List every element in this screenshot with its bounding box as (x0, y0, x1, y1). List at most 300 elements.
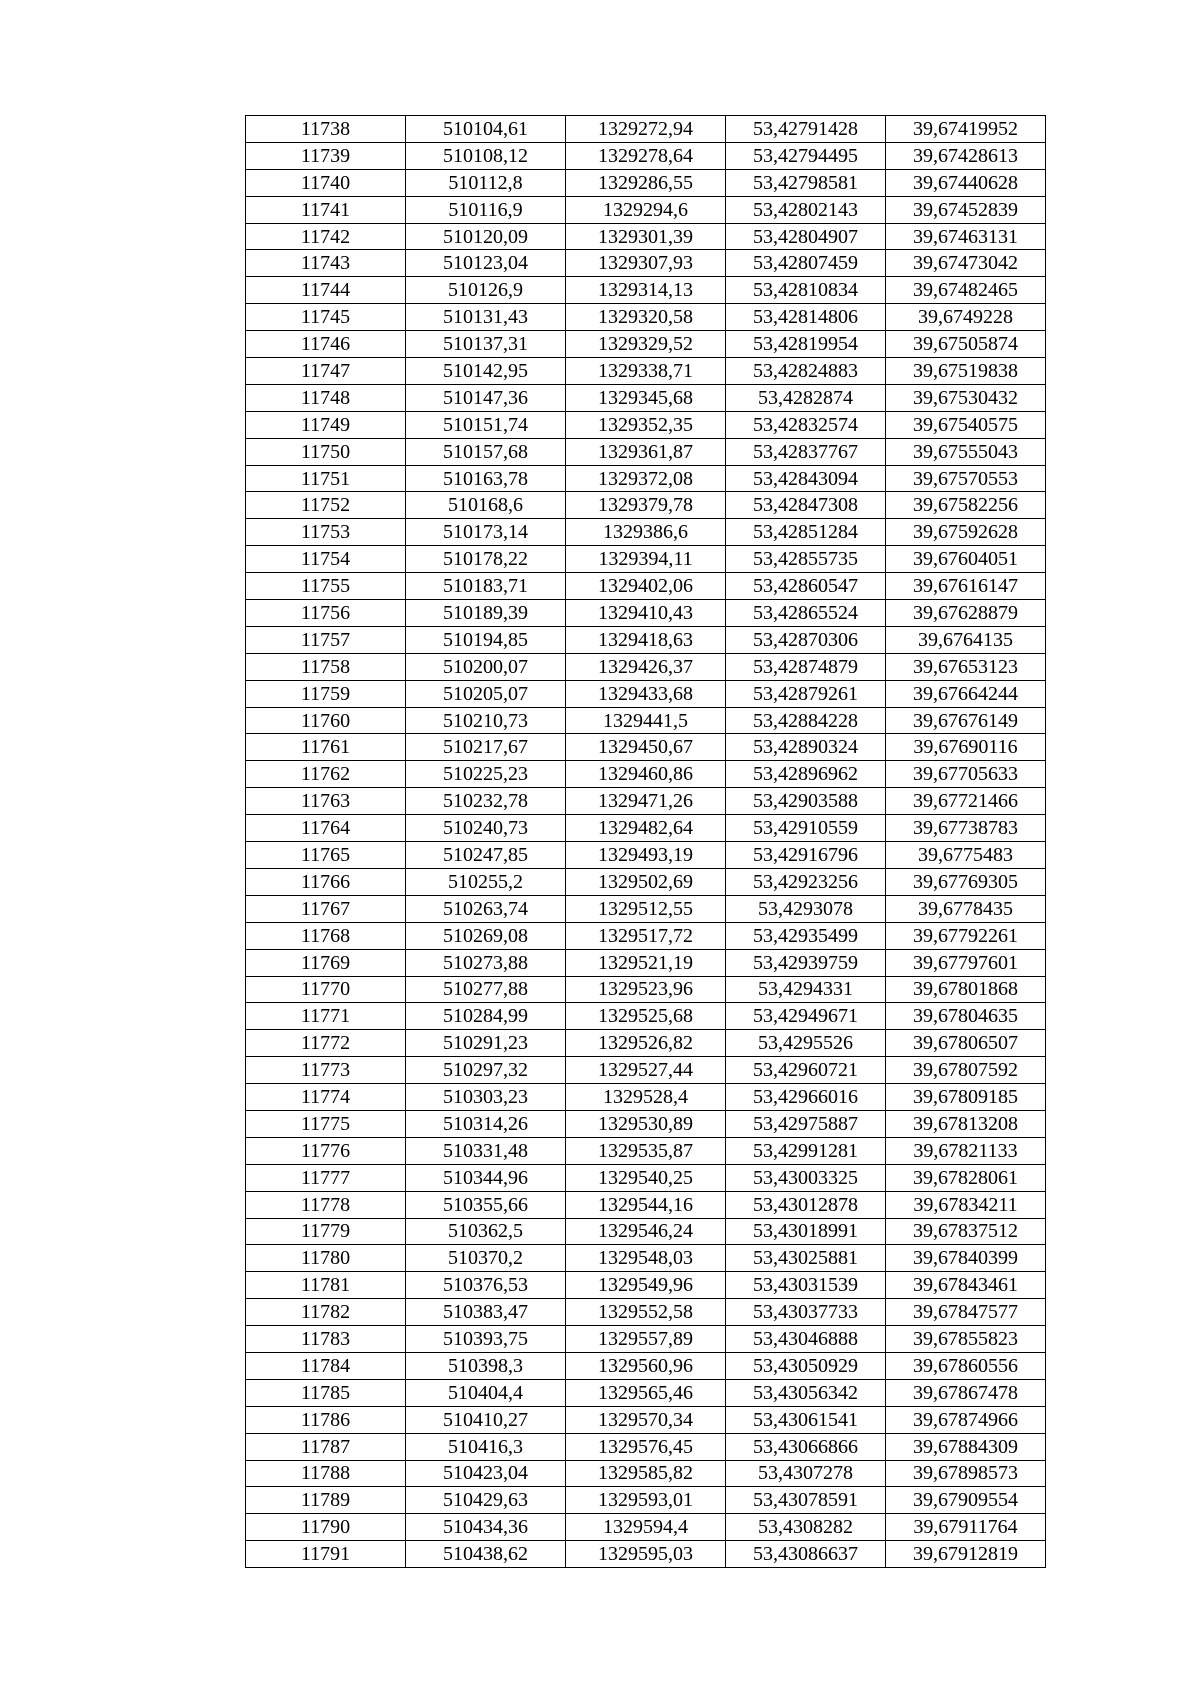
x-coordinate-cell: 510157,68 (406, 438, 566, 465)
table-row (246, 1406, 1046, 1433)
table-row (246, 761, 1046, 788)
table-row (246, 304, 1046, 331)
longitude-cell: 39,67555043 (886, 438, 1046, 465)
table-row (246, 331, 1046, 358)
longitude-cell: 39,67874966 (886, 1406, 1046, 1433)
x-coordinate-cell: 510362,5 (406, 1218, 566, 1245)
y-coordinate-cell: 1329526,82 (566, 1030, 726, 1057)
latitude-cell: 53,42860547 (726, 573, 886, 600)
latitude-cell: 53,42884228 (726, 707, 886, 734)
point-number-cell: 11760 (246, 707, 406, 734)
point-number-cell: 11787 (246, 1433, 406, 1460)
y-coordinate-cell: 1329272,94 (566, 116, 726, 143)
latitude-cell: 53,42807459 (726, 250, 886, 277)
latitude-cell: 53,4282874 (726, 384, 886, 411)
longitude-cell: 39,6775483 (886, 842, 1046, 869)
longitude-cell: 39,67828061 (886, 1164, 1046, 1191)
longitude-cell: 39,67473042 (886, 250, 1046, 277)
point-number-cell: 11784 (246, 1352, 406, 1379)
longitude-cell: 39,67592628 (886, 519, 1046, 546)
latitude-cell: 53,42879261 (726, 680, 886, 707)
latitude-cell: 53,42865524 (726, 600, 886, 627)
y-coordinate-cell: 1329530,89 (566, 1110, 726, 1137)
point-number-cell: 11789 (246, 1487, 406, 1514)
point-number-cell: 11753 (246, 519, 406, 546)
latitude-cell: 53,43066866 (726, 1433, 886, 1460)
y-coordinate-cell: 1329471,26 (566, 788, 726, 815)
longitude-cell: 39,67792261 (886, 922, 1046, 949)
table-row (246, 1326, 1046, 1353)
y-coordinate-cell: 1329307,93 (566, 250, 726, 277)
y-coordinate-cell: 1329482,64 (566, 815, 726, 842)
latitude-cell: 53,42870306 (726, 626, 886, 653)
x-coordinate-cell: 510168,6 (406, 492, 566, 519)
point-number-cell: 11781 (246, 1272, 406, 1299)
point-number-cell: 11786 (246, 1406, 406, 1433)
latitude-cell: 53,43018991 (726, 1218, 886, 1245)
longitude-cell: 39,67860556 (886, 1352, 1046, 1379)
table-row (246, 1218, 1046, 1245)
point-number-cell: 11742 (246, 223, 406, 250)
table-row (246, 1110, 1046, 1137)
x-coordinate-cell: 510291,23 (406, 1030, 566, 1057)
point-number-cell: 11774 (246, 1084, 406, 1111)
longitude-cell: 39,6778435 (886, 895, 1046, 922)
table-row (246, 519, 1046, 546)
y-coordinate-cell: 1329418,63 (566, 626, 726, 653)
table-row (246, 1514, 1046, 1541)
y-coordinate-cell: 1329379,78 (566, 492, 726, 519)
point-number-cell: 11761 (246, 734, 406, 761)
table-row (246, 842, 1046, 869)
x-coordinate-cell: 510232,78 (406, 788, 566, 815)
longitude-cell: 39,67847577 (886, 1299, 1046, 1326)
point-number-cell: 11752 (246, 492, 406, 519)
x-coordinate-cell: 510434,36 (406, 1514, 566, 1541)
x-coordinate-cell: 510217,67 (406, 734, 566, 761)
point-number-cell: 11782 (246, 1299, 406, 1326)
point-number-cell: 11749 (246, 411, 406, 438)
latitude-cell: 53,43031539 (726, 1272, 886, 1299)
x-coordinate-cell: 510398,3 (406, 1352, 566, 1379)
x-coordinate-cell: 510205,07 (406, 680, 566, 707)
table-row (246, 868, 1046, 895)
y-coordinate-cell: 1329450,67 (566, 734, 726, 761)
y-coordinate-cell: 1329523,96 (566, 976, 726, 1003)
longitude-cell: 39,67867478 (886, 1379, 1046, 1406)
latitude-cell: 53,42966016 (726, 1084, 886, 1111)
table-row (246, 1541, 1046, 1568)
x-coordinate-cell: 510151,74 (406, 411, 566, 438)
point-number-cell: 11778 (246, 1191, 406, 1218)
x-coordinate-cell: 510240,73 (406, 815, 566, 842)
latitude-cell: 53,42975887 (726, 1110, 886, 1137)
latitude-cell: 53,42939759 (726, 949, 886, 976)
y-coordinate-cell: 1329502,69 (566, 868, 726, 895)
longitude-cell: 39,67911764 (886, 1514, 1046, 1541)
y-coordinate-cell: 1329595,03 (566, 1541, 726, 1568)
point-number-cell: 11779 (246, 1218, 406, 1245)
longitude-cell: 39,67530432 (886, 384, 1046, 411)
x-coordinate-cell: 510416,3 (406, 1433, 566, 1460)
point-number-cell: 11764 (246, 815, 406, 842)
table-row (246, 788, 1046, 815)
table-row (246, 949, 1046, 976)
point-number-cell: 11780 (246, 1245, 406, 1272)
table-row (246, 976, 1046, 1003)
y-coordinate-cell: 1329512,55 (566, 895, 726, 922)
x-coordinate-cell: 510269,08 (406, 922, 566, 949)
latitude-cell: 53,42910559 (726, 815, 886, 842)
latitude-cell: 53,42798581 (726, 169, 886, 196)
y-coordinate-cell: 1329345,68 (566, 384, 726, 411)
x-coordinate-cell: 510429,63 (406, 1487, 566, 1514)
latitude-cell: 53,42896962 (726, 761, 886, 788)
point-number-cell: 11788 (246, 1460, 406, 1487)
latitude-cell: 53,42855735 (726, 546, 886, 573)
x-coordinate-cell: 510173,14 (406, 519, 566, 546)
y-coordinate-cell: 1329517,72 (566, 922, 726, 949)
point-number-cell: 11790 (246, 1514, 406, 1541)
table-row (246, 734, 1046, 761)
coordinates-table-body (246, 116, 1046, 1568)
x-coordinate-cell: 510255,2 (406, 868, 566, 895)
longitude-cell: 39,67705633 (886, 761, 1046, 788)
x-coordinate-cell: 510112,8 (406, 169, 566, 196)
x-coordinate-cell: 510344,96 (406, 1164, 566, 1191)
latitude-cell: 53,42824883 (726, 358, 886, 385)
y-coordinate-cell: 1329593,01 (566, 1487, 726, 1514)
longitude-cell: 39,67912819 (886, 1541, 1046, 1568)
y-coordinate-cell: 1329352,35 (566, 411, 726, 438)
table-row (246, 411, 1046, 438)
table-row (246, 1245, 1046, 1272)
latitude-cell: 53,43061541 (726, 1406, 886, 1433)
longitude-cell: 39,67843461 (886, 1272, 1046, 1299)
table-row (246, 492, 1046, 519)
y-coordinate-cell: 1329314,13 (566, 277, 726, 304)
table-row (246, 1137, 1046, 1164)
table-row (246, 626, 1046, 653)
y-coordinate-cell: 1329565,46 (566, 1379, 726, 1406)
y-coordinate-cell: 1329460,86 (566, 761, 726, 788)
y-coordinate-cell: 1329493,19 (566, 842, 726, 869)
latitude-cell: 53,42804907 (726, 223, 886, 250)
x-coordinate-cell: 510370,2 (406, 1245, 566, 1272)
x-coordinate-cell: 510355,66 (406, 1191, 566, 1218)
longitude-cell: 39,67834211 (886, 1191, 1046, 1218)
coordinates-table (245, 115, 1046, 1568)
y-coordinate-cell: 1329527,44 (566, 1057, 726, 1084)
point-number-cell: 11746 (246, 331, 406, 358)
point-number-cell: 11754 (246, 546, 406, 573)
x-coordinate-cell: 510383,47 (406, 1299, 566, 1326)
table-row (246, 922, 1046, 949)
table-row (246, 358, 1046, 385)
point-number-cell: 11747 (246, 358, 406, 385)
longitude-cell: 39,67664244 (886, 680, 1046, 707)
x-coordinate-cell: 510263,74 (406, 895, 566, 922)
longitude-cell: 39,67840399 (886, 1245, 1046, 1272)
y-coordinate-cell: 1329426,37 (566, 653, 726, 680)
point-number-cell: 11740 (246, 169, 406, 196)
x-coordinate-cell: 510131,43 (406, 304, 566, 331)
point-number-cell: 11750 (246, 438, 406, 465)
longitude-cell: 39,67806507 (886, 1030, 1046, 1057)
y-coordinate-cell: 1329320,58 (566, 304, 726, 331)
longitude-cell: 39,67519838 (886, 358, 1046, 385)
point-number-cell: 11745 (246, 304, 406, 331)
x-coordinate-cell: 510108,12 (406, 142, 566, 169)
x-coordinate-cell: 510297,32 (406, 1057, 566, 1084)
point-number-cell: 11771 (246, 1003, 406, 1030)
longitude-cell: 39,6764135 (886, 626, 1046, 653)
y-coordinate-cell: 1329441,5 (566, 707, 726, 734)
latitude-cell: 53,42851284 (726, 519, 886, 546)
table-row (246, 680, 1046, 707)
x-coordinate-cell: 510120,09 (406, 223, 566, 250)
longitude-cell: 39,67884309 (886, 1433, 1046, 1460)
x-coordinate-cell: 510200,07 (406, 653, 566, 680)
x-coordinate-cell: 510194,85 (406, 626, 566, 653)
longitude-cell: 39,67813208 (886, 1110, 1046, 1137)
x-coordinate-cell: 510247,85 (406, 842, 566, 869)
point-number-cell: 11785 (246, 1379, 406, 1406)
longitude-cell: 39,67769305 (886, 868, 1046, 895)
y-coordinate-cell: 1329560,96 (566, 1352, 726, 1379)
point-number-cell: 11777 (246, 1164, 406, 1191)
longitude-cell: 39,67809185 (886, 1084, 1046, 1111)
table-row (246, 1379, 1046, 1406)
latitude-cell: 53,42923256 (726, 868, 886, 895)
latitude-cell: 53,4293078 (726, 895, 886, 922)
latitude-cell: 53,42819954 (726, 331, 886, 358)
table-row (246, 546, 1046, 573)
latitude-cell: 53,42843094 (726, 465, 886, 492)
point-number-cell: 11739 (246, 142, 406, 169)
point-number-cell: 11759 (246, 680, 406, 707)
point-number-cell: 11769 (246, 949, 406, 976)
table-row (246, 384, 1046, 411)
y-coordinate-cell: 1329286,55 (566, 169, 726, 196)
x-coordinate-cell: 510404,4 (406, 1379, 566, 1406)
point-number-cell: 11762 (246, 761, 406, 788)
x-coordinate-cell: 510393,75 (406, 1326, 566, 1353)
y-coordinate-cell: 1329570,34 (566, 1406, 726, 1433)
x-coordinate-cell: 510183,71 (406, 573, 566, 600)
table-row (246, 1164, 1046, 1191)
longitude-cell: 39,67540575 (886, 411, 1046, 438)
table-row (246, 815, 1046, 842)
latitude-cell: 53,43086637 (726, 1541, 886, 1568)
latitude-cell: 53,43003325 (726, 1164, 886, 1191)
point-number-cell: 11768 (246, 922, 406, 949)
longitude-cell: 39,67582256 (886, 492, 1046, 519)
table-row (246, 1487, 1046, 1514)
longitude-cell: 39,67428613 (886, 142, 1046, 169)
y-coordinate-cell: 1329278,64 (566, 142, 726, 169)
x-coordinate-cell: 510277,88 (406, 976, 566, 1003)
y-coordinate-cell: 1329552,58 (566, 1299, 726, 1326)
y-coordinate-cell: 1329535,87 (566, 1137, 726, 1164)
x-coordinate-cell: 510438,62 (406, 1541, 566, 1568)
table-row (246, 223, 1046, 250)
latitude-cell: 53,42916796 (726, 842, 886, 869)
longitude-cell: 39,67690116 (886, 734, 1046, 761)
longitude-cell: 39,67804635 (886, 1003, 1046, 1030)
x-coordinate-cell: 510273,88 (406, 949, 566, 976)
point-number-cell: 11772 (246, 1030, 406, 1057)
latitude-cell: 53,42794495 (726, 142, 886, 169)
table-row (246, 895, 1046, 922)
latitude-cell: 53,43037733 (726, 1299, 886, 1326)
y-coordinate-cell: 1329301,39 (566, 223, 726, 250)
x-coordinate-cell: 510142,95 (406, 358, 566, 385)
x-coordinate-cell: 510137,31 (406, 331, 566, 358)
longitude-cell: 39,6749228 (886, 304, 1046, 331)
x-coordinate-cell: 510314,26 (406, 1110, 566, 1137)
longitude-cell: 39,67807592 (886, 1057, 1046, 1084)
point-number-cell: 11751 (246, 465, 406, 492)
y-coordinate-cell: 1329549,96 (566, 1272, 726, 1299)
longitude-cell: 39,67463131 (886, 223, 1046, 250)
table-row (246, 573, 1046, 600)
longitude-cell: 39,67821133 (886, 1137, 1046, 1164)
x-coordinate-cell: 510303,23 (406, 1084, 566, 1111)
longitude-cell: 39,67440628 (886, 169, 1046, 196)
point-number-cell: 11744 (246, 277, 406, 304)
x-coordinate-cell: 510225,23 (406, 761, 566, 788)
x-coordinate-cell: 510331,48 (406, 1137, 566, 1164)
longitude-cell: 39,67721466 (886, 788, 1046, 815)
x-coordinate-cell: 510410,27 (406, 1406, 566, 1433)
point-number-cell: 11767 (246, 895, 406, 922)
x-coordinate-cell: 510178,22 (406, 546, 566, 573)
x-coordinate-cell: 510123,04 (406, 250, 566, 277)
latitude-cell: 53,4308282 (726, 1514, 886, 1541)
latitude-cell: 53,42935499 (726, 922, 886, 949)
longitude-cell: 39,67855823 (886, 1326, 1046, 1353)
table-row (246, 1352, 1046, 1379)
point-number-cell: 11741 (246, 196, 406, 223)
longitude-cell: 39,67837512 (886, 1218, 1046, 1245)
table-row (246, 1299, 1046, 1326)
latitude-cell: 53,43012878 (726, 1191, 886, 1218)
longitude-cell: 39,67505874 (886, 331, 1046, 358)
latitude-cell: 53,42832574 (726, 411, 886, 438)
x-coordinate-cell: 510116,9 (406, 196, 566, 223)
latitude-cell: 53,42874879 (726, 653, 886, 680)
y-coordinate-cell: 1329433,68 (566, 680, 726, 707)
longitude-cell: 39,67898573 (886, 1460, 1046, 1487)
table-row (246, 142, 1046, 169)
point-number-cell: 11766 (246, 868, 406, 895)
table-row (246, 196, 1046, 223)
point-number-cell: 11748 (246, 384, 406, 411)
longitude-cell: 39,67570553 (886, 465, 1046, 492)
table-row (246, 600, 1046, 627)
y-coordinate-cell: 1329521,19 (566, 949, 726, 976)
longitude-cell: 39,67452839 (886, 196, 1046, 223)
latitude-cell: 53,43025881 (726, 1245, 886, 1272)
x-coordinate-cell: 510189,39 (406, 600, 566, 627)
table-row (246, 1057, 1046, 1084)
y-coordinate-cell: 1329410,43 (566, 600, 726, 627)
longitude-cell: 39,67676149 (886, 707, 1046, 734)
table-row (246, 277, 1046, 304)
point-number-cell: 11738 (246, 116, 406, 143)
latitude-cell: 53,42847308 (726, 492, 886, 519)
point-number-cell: 11770 (246, 976, 406, 1003)
y-coordinate-cell: 1329585,82 (566, 1460, 726, 1487)
latitude-cell: 53,42837767 (726, 438, 886, 465)
table-row (246, 438, 1046, 465)
longitude-cell: 39,67616147 (886, 573, 1046, 600)
latitude-cell: 53,4307278 (726, 1460, 886, 1487)
y-coordinate-cell: 1329394,11 (566, 546, 726, 573)
table-row (246, 1030, 1046, 1057)
table-row (246, 116, 1046, 143)
longitude-cell: 39,67738783 (886, 815, 1046, 842)
point-number-cell: 11755 (246, 573, 406, 600)
latitude-cell: 53,42810834 (726, 277, 886, 304)
latitude-cell: 53,43046888 (726, 1326, 886, 1353)
table-row (246, 169, 1046, 196)
latitude-cell: 53,42960721 (726, 1057, 886, 1084)
longitude-cell: 39,67604051 (886, 546, 1046, 573)
table-row (246, 1272, 1046, 1299)
x-coordinate-cell: 510210,73 (406, 707, 566, 734)
latitude-cell: 53,42802143 (726, 196, 886, 223)
table-row (246, 1460, 1046, 1487)
x-coordinate-cell: 510376,53 (406, 1272, 566, 1299)
y-coordinate-cell: 1329544,16 (566, 1191, 726, 1218)
y-coordinate-cell: 1329528,4 (566, 1084, 726, 1111)
y-coordinate-cell: 1329329,52 (566, 331, 726, 358)
latitude-cell: 53,42814806 (726, 304, 886, 331)
y-coordinate-cell: 1329557,89 (566, 1326, 726, 1353)
latitude-cell: 53,42890324 (726, 734, 886, 761)
longitude-cell: 39,67482465 (886, 277, 1046, 304)
latitude-cell: 53,42791428 (726, 116, 886, 143)
x-coordinate-cell: 510104,61 (406, 116, 566, 143)
table-row (246, 707, 1046, 734)
point-number-cell: 11757 (246, 626, 406, 653)
y-coordinate-cell: 1329540,25 (566, 1164, 726, 1191)
point-number-cell: 11773 (246, 1057, 406, 1084)
point-number-cell: 11775 (246, 1110, 406, 1137)
table-row (246, 653, 1046, 680)
table-row (246, 1191, 1046, 1218)
y-coordinate-cell: 1329576,45 (566, 1433, 726, 1460)
longitude-cell: 39,67419952 (886, 116, 1046, 143)
y-coordinate-cell: 1329402,06 (566, 573, 726, 600)
latitude-cell: 53,43078591 (726, 1487, 886, 1514)
latitude-cell: 53,4295526 (726, 1030, 886, 1057)
x-coordinate-cell: 510284,99 (406, 1003, 566, 1030)
longitude-cell: 39,67801868 (886, 976, 1046, 1003)
point-number-cell: 11763 (246, 788, 406, 815)
point-number-cell: 11776 (246, 1137, 406, 1164)
table-row (246, 250, 1046, 277)
x-coordinate-cell: 510163,78 (406, 465, 566, 492)
point-number-cell: 11765 (246, 842, 406, 869)
table-row (246, 465, 1046, 492)
y-coordinate-cell: 1329361,87 (566, 438, 726, 465)
y-coordinate-cell: 1329294,6 (566, 196, 726, 223)
latitude-cell: 53,42903588 (726, 788, 886, 815)
x-coordinate-cell: 510126,9 (406, 277, 566, 304)
